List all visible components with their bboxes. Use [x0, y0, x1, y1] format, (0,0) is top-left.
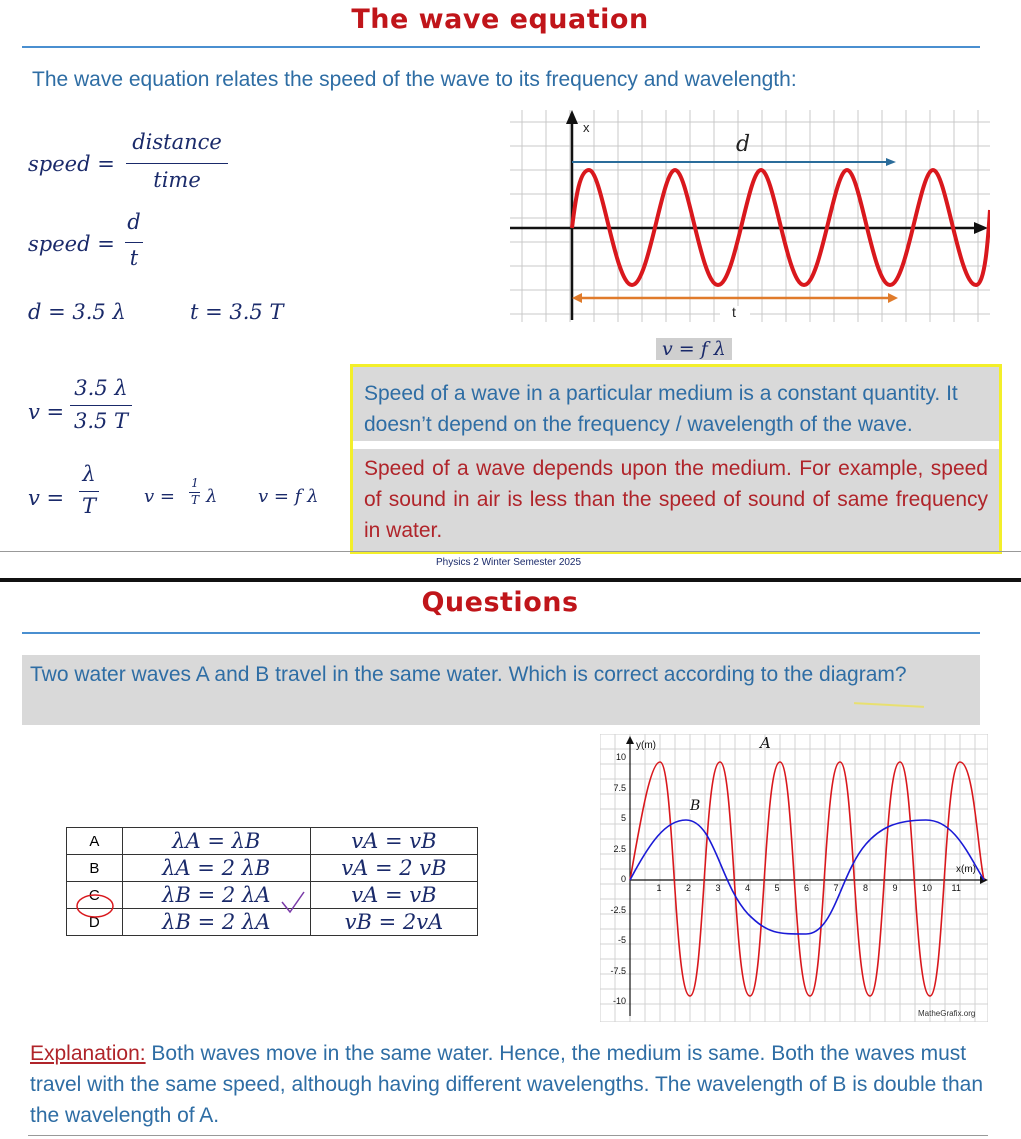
- check-mark-icon: [282, 892, 304, 912]
- wave-label-t: t: [732, 304, 736, 320]
- option-lambda: λB = 2 λA: [122, 909, 310, 936]
- eq3-distance: d = 3.5 λ: [28, 300, 126, 324]
- graph-credit: MatheGrafix.org: [918, 1009, 976, 1018]
- x-tick-label: 6: [804, 883, 810, 893]
- x-tick-label: 9: [892, 883, 898, 893]
- explanation-text: Both waves move in the same water. Hence, the medium is same. Both the waves must travel with the same speed, although having different wavelengths. The wavelength of B is double than the wavelength of A.: [30, 1042, 984, 1127]
- eq6-lhs: v =: [144, 486, 175, 507]
- eq5-denominator: T: [81, 494, 96, 518]
- option-row[interactable]: [67, 828, 478, 855]
- eq4-denominator: 3.5 T: [73, 409, 129, 433]
- y-tick-label: -10: [612, 996, 626, 1006]
- eq3-time: t = 3.5 T: [190, 300, 284, 324]
- eq5-lhs: v =: [28, 486, 65, 510]
- option-lambda: λA = 2 λB: [122, 855, 310, 882]
- x-tick-label: 11: [951, 883, 961, 893]
- eq1-fraction-line: [126, 163, 228, 164]
- slide2-title: Questions: [421, 587, 579, 618]
- graph-y-label: y(m): [636, 740, 656, 751]
- y-tick-label: 0: [620, 874, 626, 884]
- y-tick-label: 5: [620, 813, 626, 823]
- option-letter: C: [67, 882, 123, 909]
- slide1-footer: Physics 2 Winter Semester 2025: [436, 557, 582, 568]
- title-divider: [22, 46, 980, 48]
- eq4-lhs: v =: [28, 400, 65, 424]
- option-letter: D: [67, 909, 123, 936]
- eq2-lhs: speed =: [28, 232, 115, 256]
- eq6-tail: λ: [206, 486, 218, 507]
- x-tick-label: 8: [863, 883, 869, 893]
- eq1-lhs: speed =: [28, 152, 115, 176]
- option-speed: vA = 2 vB: [310, 855, 477, 882]
- graph-label-b: B: [690, 798, 701, 814]
- option-row[interactable]: [67, 855, 478, 882]
- option-lambda: λA = λB: [122, 828, 310, 855]
- answer-circle: [77, 895, 113, 917]
- y-tick-label: 7.5: [613, 782, 626, 793]
- y-tick-label: 2.5: [613, 843, 626, 854]
- eq1-denominator: time: [153, 168, 201, 192]
- x-tick-label: 2: [686, 883, 692, 893]
- note-constant-speed: Speed of a wave in a particular medium is a constant quantity. It doesn’t depend on the frequency / wavelength of the wave.: [364, 382, 958, 436]
- note-divider: [353, 441, 999, 449]
- bottom-line: [28, 1135, 988, 1136]
- eq7: v = f λ: [258, 486, 319, 507]
- eq6-frac-numerator: 1: [191, 476, 199, 490]
- eq4-numerator: 3.5 λ: [74, 376, 128, 400]
- eq2-denominator: t: [129, 246, 139, 270]
- eq6-frac-denominator: T: [190, 493, 199, 507]
- questions-divider: [22, 632, 980, 634]
- y-tick-label: 10: [615, 752, 626, 762]
- eq2-numerator: d: [127, 210, 141, 234]
- x-tick-label: 5: [774, 883, 780, 893]
- intro-text: The wave equation relates the speed of the wave to its frequency and wavelength:: [32, 68, 797, 91]
- x-tick-label: 7: [833, 883, 839, 893]
- question-text: Two water waves A and B travel in the same water. Which is correct according to the diagram?: [30, 663, 907, 686]
- slide-separator: [0, 578, 1021, 582]
- slide-bottom-line: [0, 551, 1021, 552]
- y-tick-label: -7.5: [610, 965, 626, 976]
- note-medium: Speed of a wave depends upon the medium. For example, speed of sound in air is less than the speed of sound of same frequency in water.: [364, 457, 988, 542]
- y-tick-label: -2.5: [610, 904, 626, 915]
- eq2-fraction-line: [125, 242, 143, 243]
- option-speed: vA = vB: [310, 882, 477, 909]
- formula-v-f-lambda: v = f λ: [656, 338, 732, 360]
- y-tick-label: -5: [617, 935, 626, 945]
- option-speed: vB = 2vA: [310, 909, 477, 936]
- graph-x-label: x(m): [956, 864, 976, 875]
- slide1-title: The wave equation: [351, 4, 649, 35]
- graph-label-a: A: [760, 734, 771, 752]
- wave-label-d: d: [736, 132, 751, 157]
- explanation-label: Explanation:: [30, 1042, 146, 1065]
- eq1-numerator: distance: [132, 130, 222, 154]
- x-tick-label: 1: [656, 883, 662, 893]
- explanation: [30, 1038, 990, 1131]
- eq4-fraction-line: [70, 405, 132, 406]
- option-lambda: λB = 2 λA: [122, 882, 310, 909]
- option-letter: B: [67, 855, 123, 882]
- x-tick-label: 3: [715, 883, 721, 893]
- wave-label-x: x: [583, 120, 590, 135]
- answer-marks: [66, 890, 326, 920]
- option-letter: A: [67, 828, 123, 855]
- waves-graph: [600, 734, 988, 1022]
- eq5-numerator: λ: [82, 462, 96, 486]
- x-tick-label: 10: [922, 883, 933, 893]
- option-speed: vA = vB: [310, 828, 477, 855]
- eq5-fraction-line: [79, 491, 99, 492]
- x-tick-label: 4: [745, 883, 751, 893]
